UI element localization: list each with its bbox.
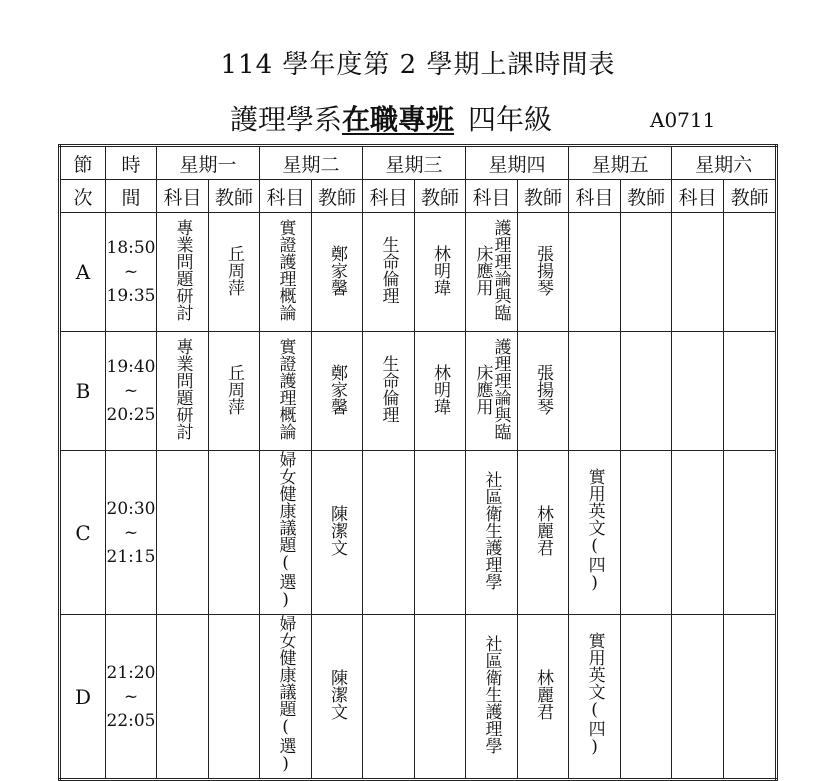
day-header-fri: 星期五	[569, 146, 672, 180]
teacher-cell	[209, 615, 260, 780]
teacher-cell	[621, 213, 672, 332]
period-header: 節	[60, 146, 106, 180]
subject-header: 科目	[466, 180, 518, 213]
page-subtitle	[230, 98, 552, 138]
course-cell	[260, 332, 312, 451]
course-cell	[157, 332, 209, 451]
teacher-name: 張揚琴	[533, 244, 554, 296]
table-row	[60, 332, 777, 451]
teacher-cell	[518, 332, 569, 451]
course-cell	[363, 615, 415, 780]
course-cell	[260, 615, 312, 780]
course-cell	[466, 451, 518, 615]
course-name: 專業問題研討	[172, 338, 193, 440]
day-header-wed: 星期三	[363, 146, 466, 180]
time-tilde: ~	[123, 262, 139, 282]
start-time: 19:40	[106, 357, 156, 377]
course-cell	[157, 451, 209, 615]
course-name: 社區衛生護理學	[481, 471, 502, 590]
grade-level: 四年級	[468, 103, 553, 136]
course-cell	[569, 332, 621, 451]
period-cell: B	[60, 332, 106, 451]
course-cell	[569, 615, 621, 780]
course-name: 婦女健康議題(選)	[275, 451, 296, 610]
period-cell: A	[60, 213, 106, 332]
course-cell	[466, 615, 518, 780]
teacher-name: 鄭家馨	[327, 363, 348, 415]
course-name: 生命倫理	[378, 236, 399, 304]
subject-header: 科目	[569, 180, 621, 213]
course-cell	[363, 213, 415, 332]
course-cell	[466, 213, 518, 332]
end-time: 19:35	[106, 286, 156, 306]
course-cell	[363, 332, 415, 451]
teacher-name: 陳潔文	[327, 669, 348, 720]
course-cell	[260, 451, 312, 615]
end-time: 20:25	[106, 405, 156, 425]
course-cell	[672, 213, 724, 332]
course-name: 護理理論與臨床應用	[472, 219, 511, 321]
course-cell	[569, 451, 621, 615]
teacher-cell	[415, 213, 466, 332]
teacher-cell	[209, 451, 260, 615]
teacher-cell	[209, 332, 260, 451]
teacher-name: 丘周萍	[224, 363, 244, 415]
subject-header: 科目	[363, 180, 415, 213]
end-time: 21:15	[106, 546, 156, 567]
course-name: 實證護理概論	[275, 219, 296, 321]
teacher-cell	[518, 615, 569, 780]
course-cell	[672, 332, 724, 451]
teacher-header: 教師	[415, 180, 466, 213]
time-cell	[106, 332, 157, 451]
teacher-name: 林麗君	[533, 669, 554, 720]
schedule-table	[58, 144, 778, 781]
course-cell	[466, 332, 518, 451]
teacher-cell	[724, 213, 777, 332]
course-cell	[157, 213, 209, 332]
start-time: 21:20	[106, 662, 156, 683]
teacher-cell	[312, 615, 363, 780]
table-row	[60, 451, 777, 615]
teacher-cell	[621, 451, 672, 615]
course-name: 實證護理概論	[275, 338, 296, 440]
header-row-days	[60, 146, 777, 180]
period-cell: D	[60, 615, 106, 780]
time-header-2: 間	[106, 180, 157, 213]
teacher-name: 陳潔文	[327, 505, 348, 556]
course-name: 護理理論與臨床應用	[472, 338, 511, 440]
course-name: 婦女健康議題(選)	[275, 615, 296, 774]
teacher-name: 張揚琴	[533, 363, 554, 415]
teacher-cell	[518, 451, 569, 615]
start-time: 20:30	[106, 498, 156, 519]
teacher-name: 林明瑋	[430, 363, 451, 415]
time-tilde: ~	[123, 686, 139, 707]
period-header-2: 次	[60, 180, 106, 213]
day-header-mon: 星期一	[157, 146, 260, 180]
teacher-cell	[415, 615, 466, 780]
teacher-name: 林麗君	[533, 505, 554, 556]
header-row-columns	[60, 180, 777, 213]
teacher-cell	[312, 332, 363, 451]
teacher-header: 教師	[621, 180, 672, 213]
class-code: A0711	[650, 108, 716, 132]
day-header-tue: 星期二	[260, 146, 363, 180]
table-row	[60, 615, 777, 780]
teacher-header: 教師	[312, 180, 363, 213]
course-name: 實用英文(四)	[584, 468, 605, 593]
subject-header: 科目	[157, 180, 209, 213]
time-header: 時	[106, 146, 157, 180]
teacher-cell	[415, 332, 466, 451]
period-cell: C	[60, 451, 106, 615]
time-tilde: ~	[123, 522, 139, 543]
teacher-header: 教師	[518, 180, 569, 213]
time-cell	[106, 213, 157, 332]
start-time: 18:50	[106, 238, 156, 258]
subject-header: 科目	[672, 180, 724, 213]
course-name: 生命倫理	[378, 355, 399, 423]
course-cell	[363, 451, 415, 615]
subject-header: 科目	[260, 180, 312, 213]
page-title: 114 學年度第 2 學期上課時間表	[220, 50, 616, 80]
teacher-cell	[518, 213, 569, 332]
teacher-cell	[621, 615, 672, 780]
time-cell	[106, 615, 157, 780]
teacher-cell	[724, 451, 777, 615]
teacher-name: 林明瑋	[430, 244, 451, 296]
teacher-header: 教師	[724, 180, 777, 213]
teacher-header: 教師	[209, 180, 260, 213]
teacher-cell	[312, 213, 363, 332]
course-cell	[260, 213, 312, 332]
course-name: 專業問題研討	[172, 219, 193, 321]
course-name: 社區衛生護理學	[481, 635, 502, 754]
teacher-cell	[415, 451, 466, 615]
department-name: 護理學系	[230, 103, 343, 136]
day-header-thu: 星期四	[466, 146, 569, 180]
time-cell	[106, 451, 157, 615]
course-cell	[569, 213, 621, 332]
teacher-cell	[312, 451, 363, 615]
teacher-name: 鄭家馨	[327, 244, 348, 296]
program-name: 在職專班	[342, 103, 455, 136]
time-tilde: ~	[123, 381, 139, 401]
course-cell	[672, 451, 724, 615]
teacher-cell	[724, 332, 777, 451]
course-cell	[672, 615, 724, 780]
teacher-cell	[724, 615, 777, 780]
teacher-cell	[621, 332, 672, 451]
teacher-cell	[209, 213, 260, 332]
course-cell	[157, 615, 209, 780]
day-header-sat: 星期六	[672, 146, 777, 180]
course-name: 實用英文(四)	[584, 632, 605, 757]
teacher-name: 丘周萍	[224, 244, 244, 296]
table-row	[60, 213, 777, 332]
end-time: 22:05	[106, 710, 156, 731]
